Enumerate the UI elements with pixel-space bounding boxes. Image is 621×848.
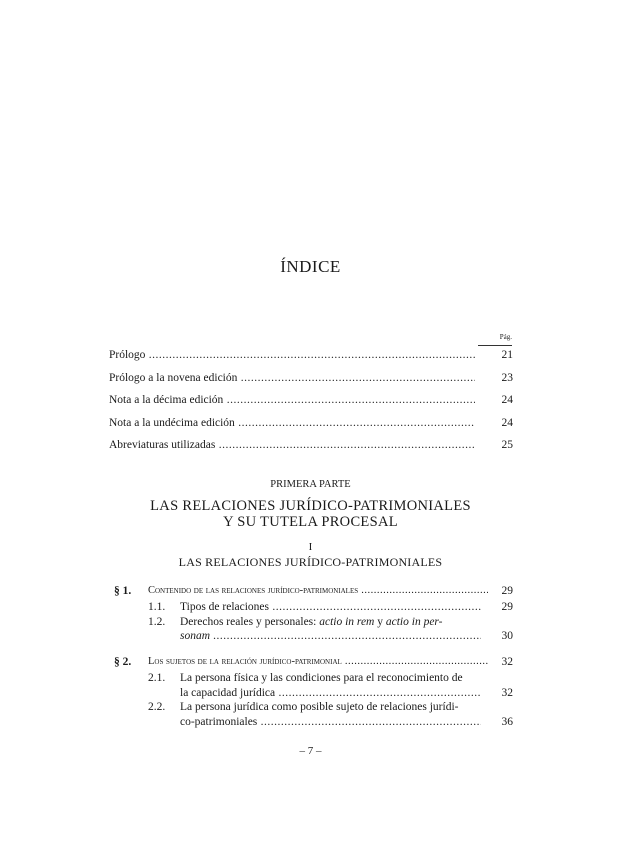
toc-subentry[interactable]: [148, 671, 513, 700]
toc-entry-abreviaturas[interactable]: [109, 438, 513, 461]
part-title-line1: LAS RELACIONES JURÍDICO-PATRIMONIALES: [150, 498, 471, 514]
subentry-title-line2: la capacidad jurídica .....: [180, 686, 481, 701]
chapter-title: Contenido de las relaciones jurídico-patrimoniales .....: [148, 584, 488, 599]
page-number-footer: – 7 –: [299, 745, 322, 757]
toc-entry-label: Abreviaturas utilizadas .....: [109, 438, 475, 453]
subentry-page: 32: [501, 686, 513, 699]
subentry-title-line1: La persona jurídica como posible sujeto de relaciones jurídi-: [180, 701, 459, 713]
subentry-page: 30: [501, 630, 513, 642]
page-column-rule: [478, 345, 512, 346]
toc-entry-page: 23: [501, 371, 513, 384]
toc-entry-label: Prólogo a la novena edición .....: [109, 371, 475, 386]
toc-entry-label: Nota a la undécima edición .....: [109, 416, 475, 431]
subentry-page: 36: [501, 715, 513, 728]
toc-chapter-2: [114, 655, 513, 729]
toc-entry-label: Nota a la décima edición .....: [109, 393, 475, 408]
subentry-number: 2.2.: [148, 701, 166, 713]
chapter-heading[interactable]: [114, 584, 513, 600]
section-title: LAS RELACIONES JURÍDICO-PATRIMONIALES: [178, 555, 443, 569]
subentry-title-line1: Derechos reales y personales: actio in rem y actio in per-: [180, 615, 443, 628]
toc-entry-page: 21: [501, 349, 513, 361]
part-label: PRIMERA PARTE: [270, 479, 351, 490]
toc-entry-nota-undecima[interactable]: [109, 416, 513, 439]
toc-entry-prologo-novena[interactable]: [109, 371, 513, 394]
toc-entry-nota-decima[interactable]: [109, 393, 513, 416]
subentry-title-line2: co-patrimoniales .....: [180, 715, 481, 730]
section-number: I: [308, 541, 313, 553]
chapter-page: 29: [501, 585, 513, 597]
subentry-number: 1.1.: [148, 601, 166, 613]
toc-subentry[interactable]: [148, 700, 513, 729]
part-title-line2: Y SU TUTELA PROCESAL: [223, 514, 398, 530]
chapter-heading[interactable]: [114, 655, 513, 671]
toc-entry-prologo[interactable]: [109, 348, 513, 371]
chapter-number: § 2.: [114, 656, 132, 668]
toc-subentry[interactable]: [148, 615, 513, 644]
subentry-title-line2: sonam .....: [180, 629, 481, 644]
chapter-title: Los sujetos de la relación jurídico-patrimonial .....: [148, 655, 488, 670]
toc-chapter-1: [114, 584, 513, 644]
subentry-number: 2.1.: [148, 672, 166, 684]
toc-subentry[interactable]: [148, 600, 513, 615]
subentry-title: Tipos de relaciones .....: [180, 600, 481, 615]
chapter-page: 32: [501, 656, 513, 668]
part-title: [0, 498, 621, 530]
page-column-label: Pág.: [499, 333, 512, 341]
toc-entry-page: 24: [501, 394, 513, 406]
toc-entry-page: 24: [501, 416, 513, 429]
chapter-number: § 1.: [114, 585, 132, 597]
page-title: ÍNDICE: [280, 257, 341, 276]
toc-entry-label: Prólogo .....: [109, 348, 475, 363]
prelim-list: [109, 348, 513, 461]
toc-entry-page: 25: [501, 439, 513, 451]
subentry-page: 29: [501, 601, 513, 613]
subentry-number: 1.2.: [148, 615, 166, 628]
subentry-title-line1: La persona física y las condiciones para el reconocimiento de: [180, 672, 463, 684]
